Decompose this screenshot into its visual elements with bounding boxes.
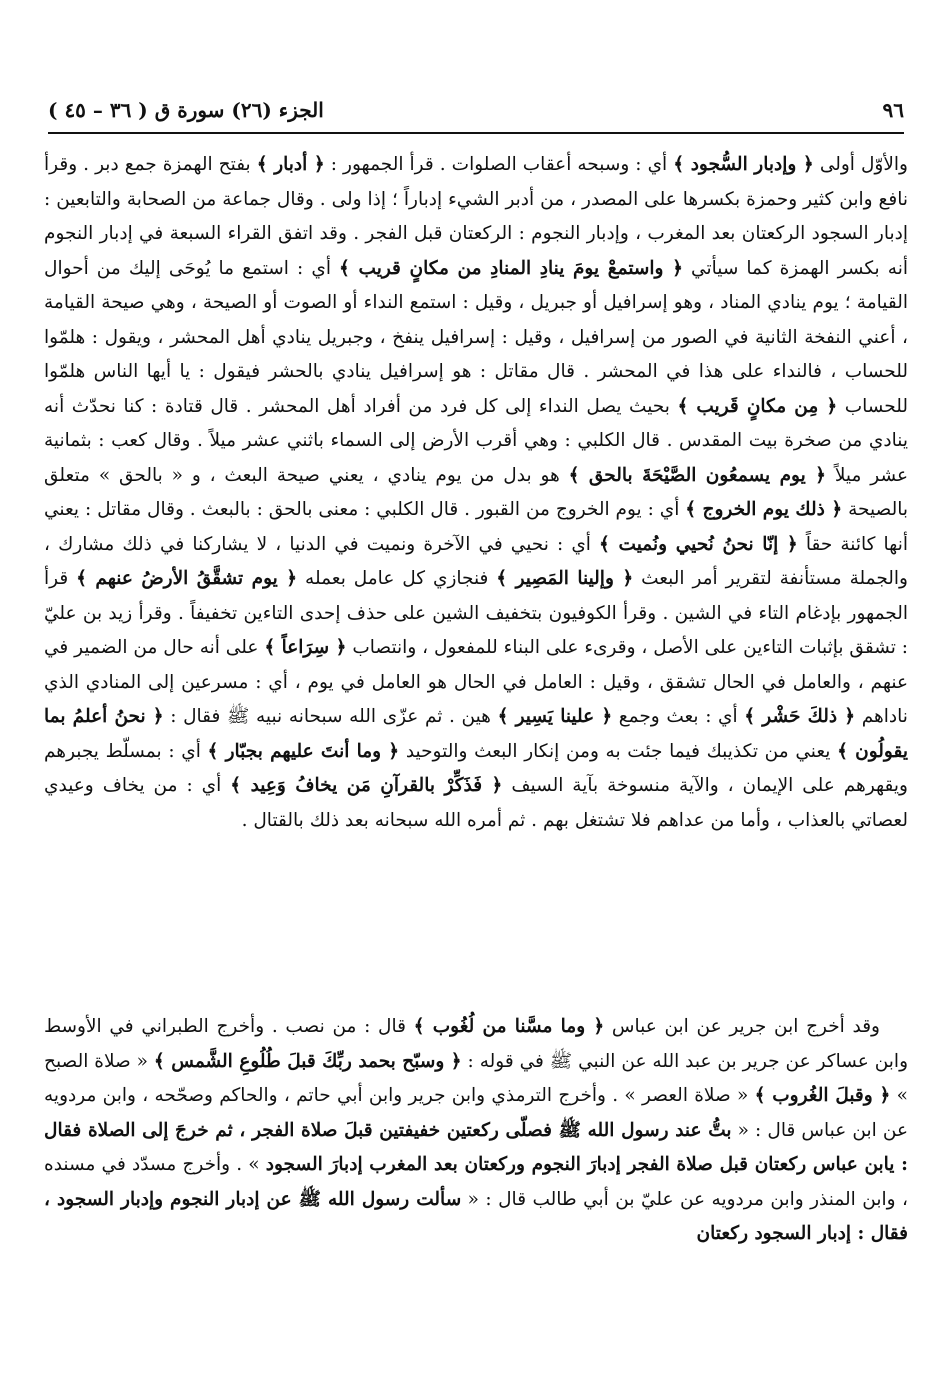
commentary-text: والأوّل أولى: [813, 154, 908, 175]
quran-quote: ﴿ وإلينا المَصِير ﴾: [496, 568, 634, 589]
tafsir-paragraph-2: [44, 1010, 908, 1252]
quran-quote: ﴿ يوم تشقَّقُ الأرضُ عنهم ﴾: [76, 568, 298, 589]
commentary-text: أي : بعث وجمع: [612, 706, 745, 727]
quran-quote: ﴿ واستمعْ يومَ ينادِ المنادِ من مكانٍ قريب ﴾: [339, 257, 683, 279]
quran-quote: ﴿ إنّا نحنُ نُحيي ونُميت ﴾: [599, 533, 798, 555]
quran-quote: ﴿ ذلكَ حَشْر ﴾: [744, 706, 856, 727]
commentary-text: قرأ الجمهور بإدغام التاء في الشين . وقرأ الكوفيون بتخفيف الشين على حذف إحدى التاءين تخفيفاً . وقرأ زيد بن عليّ : تشقق بإثبات التاءين على الأصل ، وقرىء على البناء للمفعول ، وانتصاب: [44, 568, 908, 658]
commentary-text: » . وأخرج مسدّد في مسنده ، وابن المنذر وابن مردويه عن عليّ بن أبي طالب قال : «: [44, 1154, 908, 1210]
paragraph-text: [44, 1010, 908, 1252]
quran-quote: سألت رسول الله ﷺ عن إدبار النجوم وإدبار السجود ، فقال : إدبار السجود ركعتان: [44, 1188, 908, 1244]
commentary-text: بحيث يصل النداء إلى كل فرد من أفراد أهل المحشر . قال قتادة : كنا نحدّث أنه ينادي من صخرة بيت المقدس . قال الكلبي : وهي أقرب الأرض إلى السماء باثني عشر ميلاً . وقال كعب : بثمانية عشر ميلاً: [44, 395, 909, 486]
quran-quote: ﴿ وما مسَّنا من لُغُوب ﴾: [413, 1016, 605, 1037]
commentary-text: هين . ثم عزّى الله سبحانه نبيه ﷺ فقال :: [163, 706, 498, 727]
commentary-text: هو بدل من يوم ينادي ، يعني صيحة البعث ، و « بالحق » متعلق بالصيحة: [44, 464, 908, 520]
quran-quote: ﴿ ذلك يوم الخروج ﴾: [685, 499, 843, 520]
quran-quote: ﴿ نحنُ أعلمُ بما يقولُون ﴾: [44, 706, 908, 762]
quran-quote: ﴿ وما أنتَ عليهم بجبّار ﴾: [207, 740, 400, 762]
commentary-text: يعني من تكذيبك فيما جئت به ومن إنكار البعث والتوحيد: [399, 740, 838, 762]
commentary-text: أي : بمسلّط يجبرهم ويقهرهم على الإيمان ، والآية منسوخة بآية السيف: [44, 740, 908, 796]
commentary-text: قال : من نصب . وأخرج الطبراني في الأوسط وابن عساكر عن جرير بن عبد الله عن النبي ﷺ في قوله :: [44, 1016, 909, 1072]
commentary-text: أي : من يخاف وعيدي لعصاتي بالعذاب ، وأما من عداهم فلا تشتغل بهم . ثم أمره الله سبحانه بعد ذلك بالقتال .: [44, 775, 908, 831]
quran-quote: ﴿ وقبلَ الغُروب ﴾: [754, 1085, 891, 1106]
quran-quote: ﴿ علينا يَسِير ﴾: [497, 706, 613, 727]
running-title: الجزء (٢٦) سورة ق ( ٣٦ – ٤٥ ): [48, 98, 324, 122]
quran-quote: ﴿ أدبار ﴾: [256, 154, 325, 175]
quran-quote: ﴿ فَذَكِّرْ بالقرآنِ مَن يخافُ وَعِيد ﴾: [230, 775, 503, 796]
quran-quote: ﴿ وسبّح بحمد ربِّكَ قبلَ طُلُوعِ الشَّمس ﴾: [153, 1050, 462, 1072]
commentary-text: بفتح الهمزة جمع دبر . وقرأ نافع وابن كثير وحمزة بكسرها على المصدر ، من أدبر الشيء إدباراً ؛ إذا ولى . وقال جماعة من الصحابة والتابعين : إدبار السجود الركعتان بعد المغرب ، وإدبار النجوم : الركعتان قبل الفجر . وقد اتفق القراء السبعة في إدبار النجوم أنه بكسر الهمزة كما سيأتي: [44, 154, 908, 279]
quran-quote: بتُّ عند رسول الله ﷺ فصلّى ركعتين خفيفتين قبلَ صلاة الفجر ، ثم خرجَ إلى الصلاة فقال : يابن عباس ركعتان قبل صلاة الفجر إدبارَ النجوم وركعتان بعد المغرب إدبارَ السجود: [44, 1119, 908, 1175]
commentary-text: أي : استمع ما يُوحَى إليك من أحوال القيامة ؛ يوم ينادي المناد ، وهو إسرافيل أو جبريل ، وقيل : استمع النداء أو الصوت أو الصيحة ، وهي صيحة القيامة ، أعني النفخة الثانية في الصور من إسرافيل ، وقيل : إسرافيل ينفخ ، وجبريل ينادي أهل المحشر ، ويقول : هلمّوا للحساب ، فالنداء على هذا في المحشر . قال مقاتل : هو إسرافيل ينادي بالحشر فيقول : يا أيها الناس هلمّوا للحساب: [44, 257, 909, 417]
commentary-text: « صلاة العصر » . وأخرج الترمذي وابن جرير وابن أبي حاتم ، والحاكم وصحّحه ، وابن مردويه عن ابن عباس قال : «: [44, 1085, 908, 1141]
commentary-text: وقد أخرج ابن جرير عن ابن عباس: [604, 1016, 880, 1037]
page-header: [48, 90, 904, 130]
quran-quote: ﴿ يوم يسمعُون الصَّيْحَةَ بالحق ﴾: [568, 464, 827, 486]
commentary-text: فنجازي كل عامل بعمله: [297, 568, 497, 589]
tafsir-paragraph-1: [44, 148, 908, 838]
commentary-text: « صلاة الصبح »: [44, 1050, 908, 1106]
header-divider: [48, 132, 904, 134]
page-number: ٩٦: [882, 98, 904, 122]
commentary-text: أي : وسبحه أعقاب الصلوات . قرأ الجمهور :: [324, 154, 674, 175]
quran-quote: ﴿ وإدبار السُّجود ﴾: [673, 154, 814, 175]
quran-quote: ﴿ سِرَاعاً ﴾: [264, 637, 347, 658]
quran-quote: ﴿ مِن مكانٍ قَريب ﴾: [677, 395, 838, 417]
commentary-text: أي : نحيي في الآخرة ونميت في الدنيا ، لا يشاركنا في ذلك مشارك ، والجملة مستأنفة لتقرير أمر البعث: [44, 533, 908, 589]
paragraph-text: [44, 148, 908, 838]
commentary-text: على أنه حال من الضمير في عنهم ، والعامل في الحال تشقق ، وقيل : العامل في الحال هو العامل في يوم ، أي : مسرعين إلى المنادي الذي ناداهم: [44, 637, 908, 727]
commentary-text: أي : يوم الخروج من القبور . قال الكلبي : معنى بالحق : بالبعث . وقال مقاتل : يعني أنها كائنة حقاً: [44, 499, 909, 555]
